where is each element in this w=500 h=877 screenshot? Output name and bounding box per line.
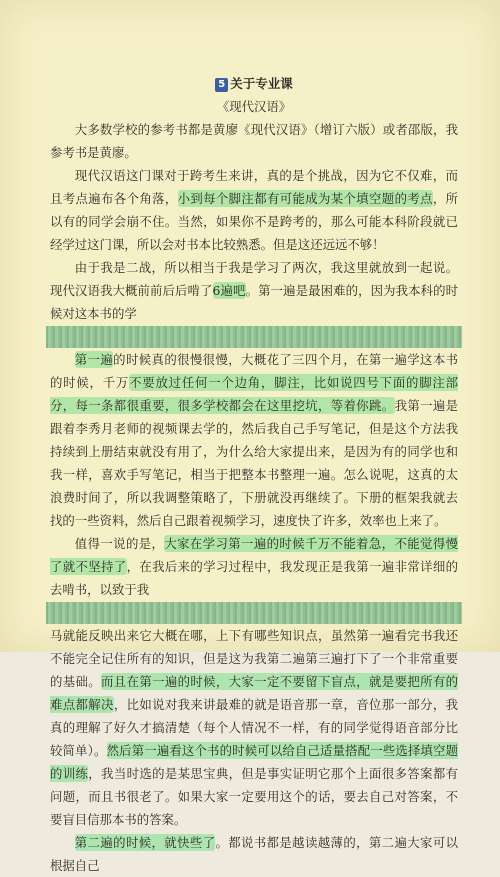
highlighted-text: 大家在学习第一遍的时候千万不能着急，不能觉得慢了就不坚持了 bbox=[50, 536, 459, 574]
text-run: 值得一说的是， bbox=[74, 536, 165, 551]
text-run: 现代汉语这门课对于跨考生来讲，真的是个挑战，因为它不仅难，而且考点遍布各个角落， bbox=[50, 168, 458, 206]
paragraph bbox=[50, 348, 458, 532]
text-run: 马就能反映出来它大概在哪，上下有哪些知识点，虽然第一遍看完书我还不能完全记住所有的知识，但是这为我第二遍第三遍打下了一个非常重要的基础。 bbox=[50, 628, 458, 689]
paragraph bbox=[50, 118, 458, 164]
section-title: 关于专业课 bbox=[230, 76, 293, 91]
section-number-badge: 5 bbox=[215, 78, 228, 92]
paragraph bbox=[50, 624, 458, 831]
text-run: 由于我是二战，所以相当于我是学习了两次，我这里就放到一起说。现代汉语我大概前前后后啃了 bbox=[50, 260, 458, 298]
highlighted-text: 而且在第一遍的时候，大家一定不要留下盲点，就是要把所有的难点都解决 bbox=[50, 674, 459, 712]
highlighted-text: 小到每个脚注都有可能成为某个填空题的考点 bbox=[177, 191, 433, 206]
text-run: ，所以有的同学会崩不住。当然，如果你不是跨考的，那么可能本科阶段就已经学过这门课，所以会对书本比较熟悉。但是这还远远不够！ bbox=[50, 191, 459, 252]
paragraph bbox=[50, 532, 458, 601]
paragraph bbox=[50, 164, 458, 256]
text-run: 的时候真的很慢很慢，大概花了三四个月，在第一遍学这本书的时候，千万 bbox=[50, 352, 459, 390]
paragraph bbox=[50, 831, 458, 877]
subsection-heading: 《现代汉语》 bbox=[216, 99, 292, 114]
text-run: ，比如说对我来讲最难的就是语音那一章，音位那一部分，我真的理解了好久才搞清楚（每个人情况不一样，有的同学觉得语音部分比较简单）。 bbox=[50, 697, 459, 758]
text-run: 我第一遍是跟着李秀月老师的视频课去学的，然后我自己手写笔记，但是这个方法我持续到上册结束就没有用了，为什么给大家提出来，是因为有的同学也和我一样，喜欢手写笔记，相当于把整本书整理一遍。怎么说呢，这真的太浪费时间了，所以我调整策略了，下册就没再继续了。下册的框架我就去找的一些资料，然后自己跟着视频学习，速度快了许多，效率也上来了。 bbox=[50, 398, 458, 528]
text-run: 大多数学校的参考书都是黄廖《现代汉语》（增订六版）或者邵版，我参考书是黄廖。 bbox=[50, 122, 458, 160]
text-run: ，我当时选的是某思宝典，但是事实证明它那个上面很多答案都有问题，而且书很老了。如果大家一定要用这个的话，要去自己对答案，不要盲目信那本书的答案。 bbox=[50, 766, 459, 827]
text-run: 。第一遍是最困难的，因为我本科的时候对这本书的学 bbox=[50, 283, 459, 321]
blurred-text-band bbox=[46, 326, 462, 348]
highlighted-text: 不要放过任何一个边角，脚注，比如说四号下面的脚注部分，每一条都很重要，很多学校都会在这里挖坑，等着你跳。 bbox=[50, 375, 459, 413]
text-run: ，在我后来的学习过程中，我发现正是我第一遍非常详细的去啃书，以致于我 bbox=[50, 559, 459, 597]
highlighted-text: 6遍吧 bbox=[212, 283, 246, 298]
blurred-text-band bbox=[46, 602, 462, 624]
highlighted-text: 然后第一遍看这个书的时候可以给自己适量搭配一些选择填空题的训练 bbox=[50, 743, 459, 781]
highlighted-text: 第二遍的时候，就快些了 bbox=[74, 835, 216, 850]
paragraph bbox=[50, 256, 458, 325]
highlighted-text: 第一遍 bbox=[74, 352, 114, 367]
section-heading bbox=[50, 72, 458, 95]
page-content bbox=[50, 72, 458, 877]
text-run: 。都说书都是越读越薄的，第二遍大家可以根据自己 bbox=[50, 835, 459, 873]
